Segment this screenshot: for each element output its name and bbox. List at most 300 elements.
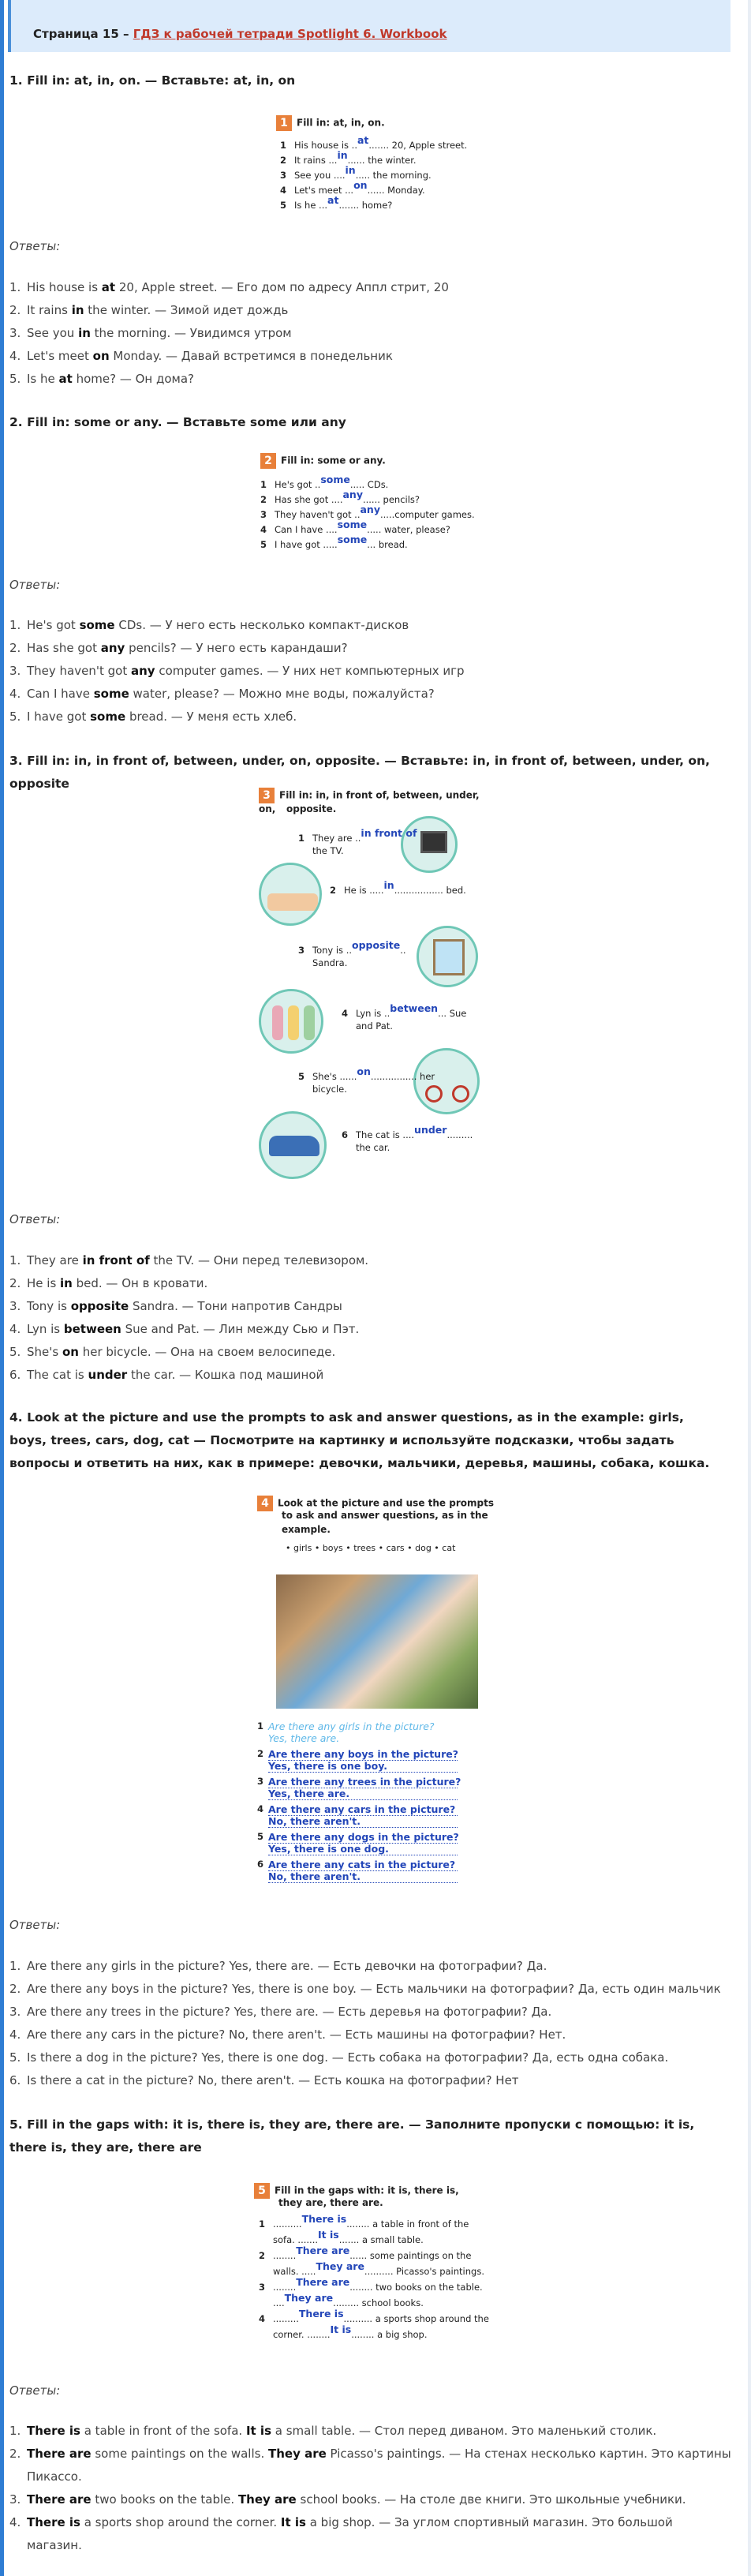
answer-text: Can I have <box>27 687 94 701</box>
row-text-after: .. <box>400 945 406 956</box>
handwritten-answer: Yes, there is one boy. <box>268 1760 458 1773</box>
handwritten-answer: It is <box>318 2229 339 2241</box>
exercise-5-image <box>254 2183 491 2349</box>
row-number: 1 <box>298 833 305 844</box>
answer-text: home? — Он дома? <box>72 372 195 386</box>
row-number: 6 <box>342 1129 349 1140</box>
row-number: 1 <box>260 479 267 490</box>
exercise-row-continuation: Sandra. <box>312 957 348 968</box>
handwritten-answer: any <box>342 489 363 500</box>
answer-number: 2. <box>9 2447 21 2461</box>
answer-text: the winter. — Зимой идет дождь <box>84 303 289 317</box>
row-number: 2 <box>330 885 337 896</box>
handwritten-answer: some <box>337 534 368 545</box>
handwritten-answer: some <box>337 519 368 530</box>
row-text-after: ......... school books. <box>333 2297 424 2308</box>
row-text-before: .... <box>273 2297 285 2308</box>
row-text-before: I have got ..... <box>275 539 338 550</box>
girl-icon <box>304 1005 315 1040</box>
exercise-number-badge: 4 <box>257 1496 273 1511</box>
answer-number: 3. <box>9 1299 21 1313</box>
answer-text: school books. — На столе две книги. Это школьные учебники. <box>296 2492 686 2507</box>
answer-item <box>9 1318 731 1341</box>
row-number: 4 <box>280 185 287 196</box>
handwritten-question: Are there any dogs in the picture? <box>268 1831 459 1843</box>
handwritten-answer: There are <box>296 2276 350 2288</box>
exercise-3-instruction-line-1: Fill in: in, in front of, between, under, on, <box>259 789 480 814</box>
handwritten-answer: There is <box>298 2308 344 2320</box>
answer-keyword: There are <box>27 2492 92 2507</box>
exercise-5-instruction-line-1: Fill in the gaps with: it is, there is, <box>275 2185 459 2196</box>
handwritten-answer: some <box>320 474 350 485</box>
handwritten-answer: under <box>414 1124 447 1136</box>
exercise-row <box>260 504 475 520</box>
exercise-row <box>298 939 406 956</box>
handwritten-answer: at <box>327 194 339 206</box>
row-text-before: It rains ... <box>294 155 338 166</box>
answer-keyword: some <box>79 618 115 632</box>
handwritten-answer: on <box>357 1065 371 1077</box>
exercise-row <box>280 179 425 196</box>
exercise-4-instruction-line-3: example. <box>282 1524 331 1535</box>
answer-text: some paintings on the walls. <box>91 2447 268 2461</box>
answer-keyword: at <box>101 280 116 294</box>
answer-item <box>9 2024 731 2046</box>
answer-text: CDs. — У него есть несколько компакт-дисков <box>114 618 409 632</box>
row-text-after: ..... CDs. <box>349 479 389 490</box>
exercise-number-badge: 1 <box>276 115 292 131</box>
answer-text: bed. — Он в кровати. <box>72 1276 208 1290</box>
answer-keyword: in front of <box>82 1253 150 1267</box>
answer-number: 4. <box>9 687 21 701</box>
handwritten-answer: Yes, there are. <box>268 1732 340 1744</box>
answer-number: 5. <box>9 710 21 724</box>
row-text-after: .......... Picasso's paintings. <box>364 2266 484 2277</box>
answer-text: Is there a cat in the picture? No, there aren't. — Есть кошка на фотографии? Нет <box>27 2073 519 2087</box>
answers-list-5 <box>9 2420 731 2557</box>
exercise-row <box>298 827 417 844</box>
row-text-before: ........ <box>273 2250 297 2261</box>
right-scroll-track <box>748 0 751 2576</box>
row-number: 4 <box>342 1008 349 1019</box>
answer-item <box>9 2511 731 2557</box>
exercise-row <box>260 534 408 550</box>
page-header <box>8 0 730 52</box>
answer-number: 5. <box>9 1345 21 1359</box>
answer-text: Sue and Pat. — Лин между Сью и Пэт. <box>121 1322 360 1336</box>
row-text-before: .......... <box>273 2218 302 2230</box>
exercise-3-instruction-line-2: opposite. <box>286 803 337 814</box>
row-text-before: She's ...... <box>312 1071 357 1082</box>
answer-text: He is <box>27 1276 61 1290</box>
answer-text: two books on the table. <box>91 2492 238 2507</box>
girl-icon <box>288 1005 299 1040</box>
answer-number: 3. <box>9 2005 21 2019</box>
answer-text: They haven't got <box>27 664 131 678</box>
row-text-before: ......... <box>273 2313 299 2324</box>
answer-item <box>9 1364 731 1387</box>
girls-picture <box>259 989 323 1054</box>
exercise-1-instruction: Fill in: at, in, on. <box>297 117 385 129</box>
answer-keyword: It is <box>245 2424 271 2438</box>
answer-item <box>9 1341 731 1364</box>
answer-text: a big shop. — За углом спортивный магазин. Это большой магазин. <box>27 2515 673 2552</box>
car-picture <box>259 1111 327 1179</box>
handwritten-answer: No, there aren't. <box>268 1870 458 1883</box>
answer-text: water, please? — Можно мне воды, пожалуйста? <box>129 687 435 701</box>
exercise-row-continuation: the TV. <box>312 845 344 856</box>
row-text-after: ........ two books on the table. <box>349 2282 483 2293</box>
answer-text: Picasso's paintings. — На стенах несколько картин. Это картины Пикассо. <box>27 2447 731 2484</box>
handwritten-answer: There are <box>296 2245 350 2256</box>
answer-item <box>9 322 731 345</box>
row-text-after: ........ a big shop. <box>351 2329 428 2340</box>
answer-item <box>9 1978 731 2001</box>
row-number: 1 <box>280 140 287 151</box>
row-number: 5 <box>280 200 287 211</box>
answer-text: Is there a dog in the picture? Yes, there is one dog. — Есть собака на фотографии? Да, есть одна собака. <box>27 2050 669 2065</box>
answer-item <box>9 1955 731 1978</box>
answers-list-4 <box>9 1955 731 2092</box>
handwritten-answer: It is <box>330 2323 352 2335</box>
car-icon <box>269 1136 319 1156</box>
answer-text: She's <box>27 1345 62 1359</box>
exercise-row <box>260 474 389 490</box>
answer-number: 3. <box>9 326 21 340</box>
header-prefix: Страница 15 – <box>33 27 133 41</box>
row-text-after: ...... pencils? <box>362 494 420 505</box>
workbook-link[interactable]: ГДЗ к рабочей тетради Spotlight 6. Workbook <box>133 27 447 41</box>
answer-text: They are <box>27 1253 83 1267</box>
answer-keyword: any <box>100 641 125 655</box>
row-text-after: ................. bed. <box>394 885 466 896</box>
row-number: 4 <box>259 2313 266 2324</box>
row-number: 5 <box>257 1831 264 1842</box>
exercise-row-continuation: and Pat. <box>356 1020 393 1032</box>
question-4-title: 4. Look at the picture and use the prompts to ask and answer questions, as in the example: girls, boys, trees, cars, dog, cat — Посмотрите на картинку и используйте подсказки, чтобы задать вопросы и ответить на них, как в примере: девочки, мальчики, деревья, машины, собака, кошка. <box>9 1410 710 1470</box>
answer-item <box>9 660 731 683</box>
exercise-5-instruction-line-2: they are, there are. <box>278 2197 383 2208</box>
exercise-row <box>259 2276 483 2293</box>
row-text-before: Tony is .. <box>312 945 353 956</box>
exercise-row <box>259 2323 428 2340</box>
exercise-row <box>280 134 468 151</box>
answer-text: her bicycle. — Она на своем велосипеде. <box>78 1345 336 1359</box>
answer-keyword: They are <box>237 2492 297 2507</box>
answer-text: I have got <box>27 710 91 724</box>
answer-keyword: any <box>130 664 155 678</box>
answer-number: 2. <box>9 641 21 655</box>
row-text-after: ......... <box>446 1129 473 1140</box>
row-text-after: ... bread. <box>367 539 408 550</box>
row-text-after: ...... the winter. <box>347 155 417 166</box>
answer-number: 2. <box>9 303 21 317</box>
row-text-after: ....... home? <box>338 200 393 211</box>
answer-keyword: on <box>92 349 110 363</box>
exercise-row <box>342 1124 473 1140</box>
answer-text: pencils? — У него есть карандаши? <box>125 641 348 655</box>
answer-keyword: There are <box>27 2447 92 2461</box>
answers-label: Ответы: <box>9 1212 61 1226</box>
answer-text: Let's meet <box>27 349 93 363</box>
answer-item <box>9 299 731 322</box>
answer-keyword: some <box>90 710 126 724</box>
row-text-before: Has she got .... <box>275 494 343 505</box>
exercise-row <box>259 2308 489 2324</box>
answer-keyword: in <box>60 1276 73 1290</box>
answer-number: 1. <box>9 280 21 294</box>
answer-number: 1. <box>9 2424 21 2438</box>
row-text-before: They are .. <box>312 833 361 844</box>
row-text-before: sofa. ....... <box>273 2234 319 2245</box>
answer-text: He's got <box>27 618 80 632</box>
answer-text: a table in front of the sofa. <box>80 2424 246 2438</box>
answer-item <box>9 1272 731 1295</box>
exercise-row-continuation: bicycle. <box>312 1084 347 1095</box>
exercise-row <box>260 489 420 505</box>
row-text-before: His house is .. <box>294 140 357 151</box>
handwritten-answer: No, there aren't. <box>268 1815 458 1828</box>
answer-keyword: at <box>58 372 73 386</box>
row-number: 2 <box>257 1748 264 1759</box>
answer-number: 3. <box>9 664 21 678</box>
row-text-after: .....computer games. <box>379 509 475 520</box>
answer-keyword: in <box>78 326 91 340</box>
answer-keyword: It is <box>280 2515 306 2529</box>
row-number: 1 <box>259 2218 266 2230</box>
exercise-row <box>259 2292 424 2308</box>
answer-text: The cat is <box>27 1368 88 1382</box>
answers-label: Ответы: <box>9 1918 61 1932</box>
answer-number: 2. <box>9 1982 21 1996</box>
question-1-title: 1. Fill in: at, in, on. — Вставьте: at, in, on <box>9 73 296 88</box>
row-text-after: ..... the morning. <box>355 170 432 181</box>
answer-text: Lyn is <box>27 1322 64 1336</box>
row-number: 2 <box>259 2250 266 2261</box>
handwritten-answer: in <box>383 879 394 891</box>
exercise-1-image <box>276 115 481 218</box>
row-text-before: Can I have .... <box>275 524 338 535</box>
row-number: 4 <box>257 1803 264 1814</box>
answer-number: 1. <box>9 1253 21 1267</box>
question-2-title: 2. Fill in: some or any. — Вставьте some или any <box>9 415 346 429</box>
answer-item <box>9 637 731 660</box>
answer-text: the morning. — Увидимся утром <box>90 326 292 340</box>
row-text-after: ........ a table in front of the <box>346 2218 469 2230</box>
handwritten-answer: They are <box>316 2260 364 2272</box>
handwritten-answer: between <box>390 1002 439 1014</box>
row-number: 3 <box>257 1776 264 1787</box>
handwritten-question: Are there any cats in the picture? <box>268 1859 458 1871</box>
row-number: 3 <box>260 509 267 520</box>
row-number: 3 <box>280 170 287 181</box>
answers-list-2 <box>9 614 731 728</box>
row-text-after: ..... water, please? <box>367 524 450 535</box>
row-number: 6 <box>257 1859 264 1870</box>
row-number: 1 <box>257 1720 264 1732</box>
handwritten-answer: There is <box>301 2213 347 2225</box>
answer-number: 3. <box>9 2492 21 2507</box>
answer-keyword: some <box>93 687 129 701</box>
row-text-after: ................ her <box>370 1071 435 1082</box>
handwritten-answer: at <box>357 134 369 146</box>
left-accent-bar <box>0 0 4 2576</box>
row-number: 4 <box>260 524 267 535</box>
handwritten-question: Are there any girls in the picture? <box>268 1720 435 1732</box>
answer-text: Tony is <box>27 1299 71 1313</box>
row-text-before: Lyn is .. <box>356 1008 390 1019</box>
exercise-row-continuation: the car. <box>356 1142 390 1153</box>
exercise-row <box>259 2229 424 2245</box>
answer-text: Are there any trees in the picture? Yes, there are. — Есть деревья на фотографии? Да. <box>27 2005 552 2019</box>
answer-number: 5. <box>9 2050 21 2065</box>
answers-label: Ответы: <box>9 239 61 253</box>
wheel-icon <box>452 1085 469 1103</box>
row-text-after: .......... a sports shop around the <box>343 2313 489 2324</box>
answer-text: the TV. — Они перед телевизором. <box>149 1253 369 1267</box>
answer-text: Are there any cars in the picture? No, there aren't. — Есть машины на фотографии? Нет. <box>27 2027 566 2042</box>
bed-icon <box>267 893 318 911</box>
answers-label: Ответы: <box>9 2383 61 2398</box>
answer-keyword: on <box>62 1345 79 1359</box>
answer-item <box>9 345 731 368</box>
answers-list-1 <box>9 276 731 391</box>
answer-item <box>9 706 731 728</box>
answer-number: 2. <box>9 1276 21 1290</box>
row-text-before: walls. ..... <box>273 2266 316 2277</box>
exercise-2-image <box>260 453 489 556</box>
exercise-2-instruction: Fill in: some or any. <box>281 455 386 466</box>
wheel-icon <box>425 1085 443 1103</box>
window-picture <box>417 926 478 987</box>
answer-item <box>9 1249 731 1272</box>
exercise-row <box>280 194 393 211</box>
row-number: 2 <box>280 155 287 166</box>
tv-picture <box>401 816 458 873</box>
exercise-number-badge: 5 <box>254 2183 270 2199</box>
answer-text: Is he <box>27 372 59 386</box>
answer-text: Are there any boys in the picture? Yes, there is one boy. — Есть мальчики на фотографии? Да, есть один мальчик <box>27 1982 721 1996</box>
handwritten-answer: in <box>345 164 356 176</box>
row-number: 3 <box>259 2282 266 2293</box>
row-text-after: ....... a small table. <box>338 2234 424 2245</box>
bed-picture <box>259 863 322 926</box>
row-text-before: He is ..... <box>344 885 384 896</box>
answer-number: 4. <box>9 349 21 363</box>
answer-keyword: There is <box>27 2424 80 2438</box>
answer-keyword: under <box>88 1368 128 1382</box>
exercise-row <box>259 2245 472 2261</box>
handwritten-question: Are there any cars in the picture? <box>268 1803 458 1816</box>
exercise-4-instruction-line-2: to ask and answer questions, as in the <box>282 1510 488 1521</box>
answer-text: It rains <box>27 303 72 317</box>
handwritten-answer: in front of <box>361 827 417 839</box>
handwritten-question: Are there any trees in the picture? <box>268 1776 461 1788</box>
answer-number: 4. <box>9 2515 21 2529</box>
exercise-3-image <box>259 788 495 1182</box>
exercise-row <box>259 2213 469 2230</box>
girl-icon <box>272 1005 283 1040</box>
answer-item <box>9 683 731 706</box>
row-text-before: corner. ........ <box>273 2329 331 2340</box>
row-number: 5 <box>298 1071 305 1082</box>
question-5-title: 5. Fill in the gaps with: it is, there is, they are, there are. — Заполните пропуски с помощью: it is, there is, they are, there are <box>9 2117 695 2155</box>
answer-item <box>9 2420 731 2443</box>
answer-number: 4. <box>9 1322 21 1336</box>
handwritten-question: Are there any boys in the picture? <box>268 1748 458 1760</box>
exercise-row <box>259 2260 484 2277</box>
handwritten-answer: Yes, there are. <box>268 1788 458 1800</box>
answer-number: 4. <box>9 2027 21 2042</box>
exercise-number-badge: 2 <box>260 453 276 469</box>
answer-text: the car. — Кошка под машиной <box>127 1368 324 1382</box>
row-text-before: The cat is .... <box>356 1129 415 1140</box>
exercise-4-instruction-line-1: Look at the picture and use the prompts <box>278 1497 494 1509</box>
answer-keyword: There is <box>27 2515 80 2529</box>
answer-item <box>9 2046 731 2069</box>
answer-text: Sandra. — Тони напротив Сандры <box>129 1299 342 1313</box>
answer-number: 6. <box>9 2073 21 2087</box>
row-text-before: He's got .. <box>275 479 321 490</box>
row-text-before: See you .... <box>294 170 346 181</box>
answer-number: 6. <box>9 1368 21 1382</box>
row-number: 2 <box>260 494 267 505</box>
exercise-row <box>298 1065 435 1082</box>
row-text-before: Let's meet ... <box>294 185 354 196</box>
answer-item <box>9 2443 731 2488</box>
answer-keyword: They are <box>267 2447 327 2461</box>
answer-text: Are there any girls in the picture? Yes, there are. — Есть девочки на фотографии? Да. <box>27 1959 547 1973</box>
answer-number: 1. <box>9 618 21 632</box>
answers-label: Ответы: <box>9 578 61 592</box>
answer-keyword: in <box>71 303 84 317</box>
answer-keyword: opposite <box>70 1299 129 1313</box>
exercise-row <box>330 879 466 896</box>
answer-text: 20, Apple street. — Его дом по адресу Аппл стрит, 20 <box>115 280 449 294</box>
exercise-4-image <box>257 1496 494 1882</box>
row-text-after: ... Sue <box>438 1008 467 1019</box>
answer-text: bread. — У меня есть хлеб. <box>125 710 297 724</box>
answer-text: Monday. — Давай встретимся в понедельник <box>109 349 393 363</box>
answer-item <box>9 276 731 299</box>
row-text-before: They haven't got .. <box>275 509 361 520</box>
answer-text: See you <box>27 326 79 340</box>
answer-number: 1. <box>9 1959 21 1973</box>
handwritten-answer: They are <box>284 2292 334 2304</box>
handwritten-answer: opposite <box>352 939 401 951</box>
answer-number: 5. <box>9 372 21 386</box>
handwritten-answer: on <box>353 179 368 191</box>
answer-item <box>9 1295 731 1318</box>
handwritten-answer: Yes, there is one dog. <box>268 1843 458 1855</box>
answer-item <box>9 368 731 391</box>
handwritten-answer: any <box>360 504 380 515</box>
handwritten-answer: in <box>337 149 348 161</box>
answers-list-3 <box>9 1249 731 1387</box>
window-icon <box>433 939 465 975</box>
row-number: 5 <box>260 539 267 550</box>
question-3-title: 3. Fill in: in, in front of, between, under, on, opposite. — Вставьте: in, in front of, between, under, on, opposite <box>9 754 710 791</box>
exercise-row <box>342 1002 467 1019</box>
answer-item <box>9 2488 731 2511</box>
answer-item <box>9 614 731 637</box>
answer-text: a small table. — Стол перед диваном. Это маленький столик. <box>271 2424 657 2438</box>
answer-text: Has she got <box>27 641 101 655</box>
exercise-number-badge: 3 <box>259 788 275 803</box>
answer-text: a sports shop around the corner. <box>80 2515 281 2529</box>
answer-keyword: between <box>63 1322 121 1336</box>
children-with-dog-photo <box>276 1574 478 1709</box>
